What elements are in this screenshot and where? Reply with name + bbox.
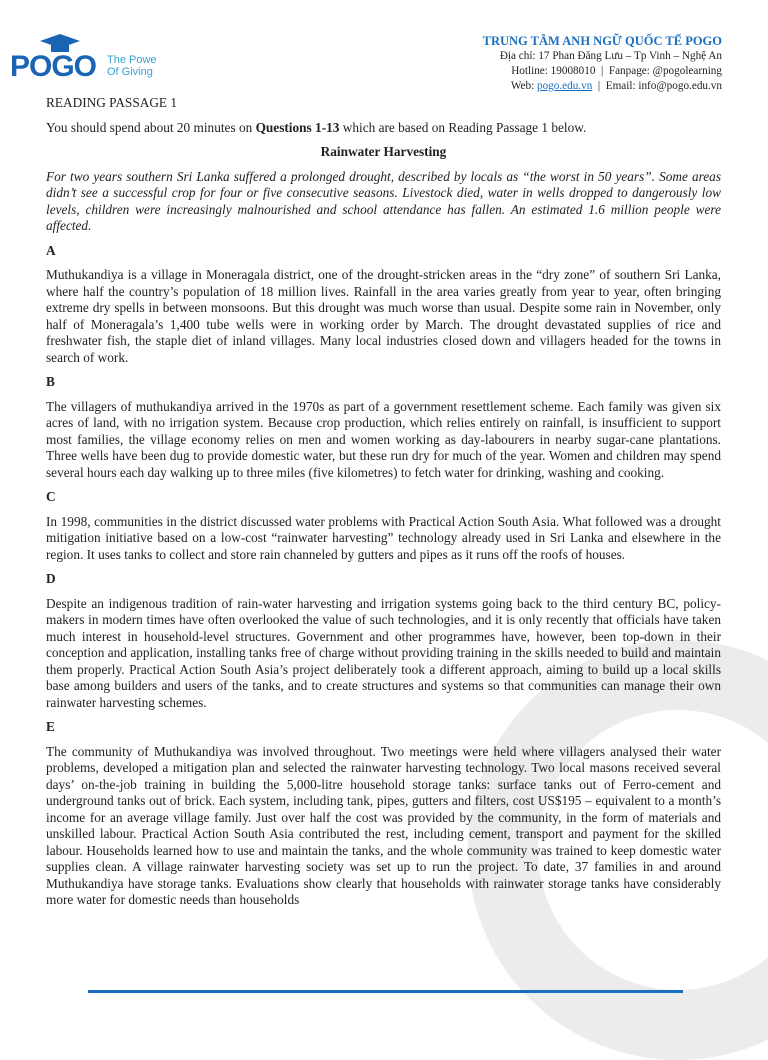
separator: | bbox=[597, 80, 601, 92]
footer-divider bbox=[88, 990, 683, 993]
section-b-text: The villagers of muthukandiya arrived in the 1970s as part of a government resettlement scheme. Each family was given six acres of land, with no irrigation system. Because crop production, which relies entirely on rainfall, is insufficient to support most families, the village economy relies on men and women working as day-labourers in nearby sugar-cane plantations. Three wells have been dug to provide domestic water, but these run dry for much of the year. Women and children may spend several hours each day walking up to three miles (five kilometres) to fetch water for drinking, washing and cooking. bbox=[46, 398, 721, 480]
fanpage: Fanpage: @pogolearning bbox=[608, 65, 722, 77]
section-letter-d: D bbox=[46, 571, 56, 586]
logo-text: POGO bbox=[10, 50, 97, 83]
hotline: Hotline: 19008010 bbox=[511, 65, 596, 77]
center-contact-info bbox=[483, 33, 722, 94]
section-e-text: The community of Muthukandiya was involved throughout. Two meetings were held where villagers analysed their water problems, developed a mitigation plan and selected the rainwater harvesting technology. Two local masons received several days’ on-the-job training in building the 5,000-litre household storage tanks: surface tanks out of Ferro-cement and underground tanks out of brick. Each system, including tank, pipes, gutters and filters, cost US$195 – equivalent to a month’s income for an average village family. Just over half the cost was provided by the community, in the form of materials and unskilled labour. Practical Action South Asia contributed the rest, including cement, transport and payment for the skilled labour. Households learned how to use and maintain the tanks, and the whole community was trained to keep domestic water supplies clean. A village rainwater harvesting society was set up to run the project. To date, 37 families in and around Muthukandiya have storage tanks. Evaluations show clearly that households with rainwater storage tanks have considerably more water for domestic needs than households bbox=[46, 743, 721, 907]
separator: | bbox=[601, 65, 604, 77]
section-letter-a: A bbox=[46, 242, 56, 258]
passage-title: Rainwater Harvesting bbox=[320, 144, 447, 159]
web-label: Web: bbox=[510, 80, 535, 92]
page-header bbox=[0, 0, 768, 95]
center-address: Địa chỉ: 17 Phan Đăng Lưu – Tp Vinh – Nghệ An bbox=[499, 50, 722, 62]
section-a-text: Muthukandiya is a village in Moneragala district, one of the drought-stricken areas in the “dry zone” of southern Sri Lanka, where half the country’s population of 18 million lives. Rainfall in the area varies greatly from year to year, often bringing extreme dry spells in between monsoons. But this drought was much worse than usual. Despite some rain in November, only half of Moneragala’s 1,400 tube wells were in working order by March. The drought devastated supplies of rice and freshwater fish, the staple diet of inland villages. Many local industries closed down and villagers headed for the towns in search of work. bbox=[46, 267, 721, 365]
logo-tagline: The Powe Of Giving bbox=[107, 54, 157, 78]
email: Email: info@pogo.edu.vn bbox=[605, 80, 722, 92]
passage-label: READING PASSAGE 1 bbox=[46, 95, 178, 110]
center-name: TRUNG TÂM ANH NGỮ QUỐC TẾ POGO bbox=[482, 34, 722, 48]
section-letter-c: C bbox=[46, 489, 56, 504]
web-link[interactable]: pogo.edu.vn bbox=[536, 80, 593, 92]
section-letter-e: E bbox=[46, 719, 55, 734]
section-c-text: In 1998, communities in the district discussed water problems with Practical Action South Asia. What followed was a drought mitigation initiative based on a low-cost “rainwater harvesting” technology already used in Sri Lanka and elsewhere in the region. It uses tanks to collect and store rain channeled by gutters and pipes as it runs off the roofs of houses. bbox=[46, 513, 721, 562]
center-hotline-row bbox=[483, 64, 722, 79]
reading-passage bbox=[46, 95, 721, 917]
passage-intro: For two years southern Sri Lanka suffered a prolonged drought, described by locals as “the worst in 50 years”. Some areas didn’t see a successful crop for four or five consecutive seasons. Livestock died, water in wells dropped to dangerously low levels, children were increasingly malnourished and school attendance has fallen. An estimated 1.6 million people were affected. bbox=[46, 168, 721, 233]
section-d-text: Despite an indigenous tradition of rain-water harvesting and irrigation systems going back to the third century BC, policy-makers in modern times have often overlooked the value of such technologies, and it is only recently that officials have taken much interest in household-level structures. Government and other programmes have, however, been top-down in their conception and application, installing tanks free of charge without providing training in the skills needed to build and maintain them properly. Practical Action South Asia’s project deliberately took a different approach, aiming to build up a local skills base among builders and users of the tanks, and to create structures and systems so that communities can manage their own rainwater harvesting schemes. bbox=[46, 595, 721, 710]
passage-instruction: You should spend about 20 minutes on Questions 1-13 which are based on Reading Passage 1 below. bbox=[46, 119, 587, 135]
center-web-row bbox=[483, 79, 722, 94]
pogo-logo bbox=[10, 32, 180, 88]
section-letter-b: B bbox=[46, 374, 55, 389]
